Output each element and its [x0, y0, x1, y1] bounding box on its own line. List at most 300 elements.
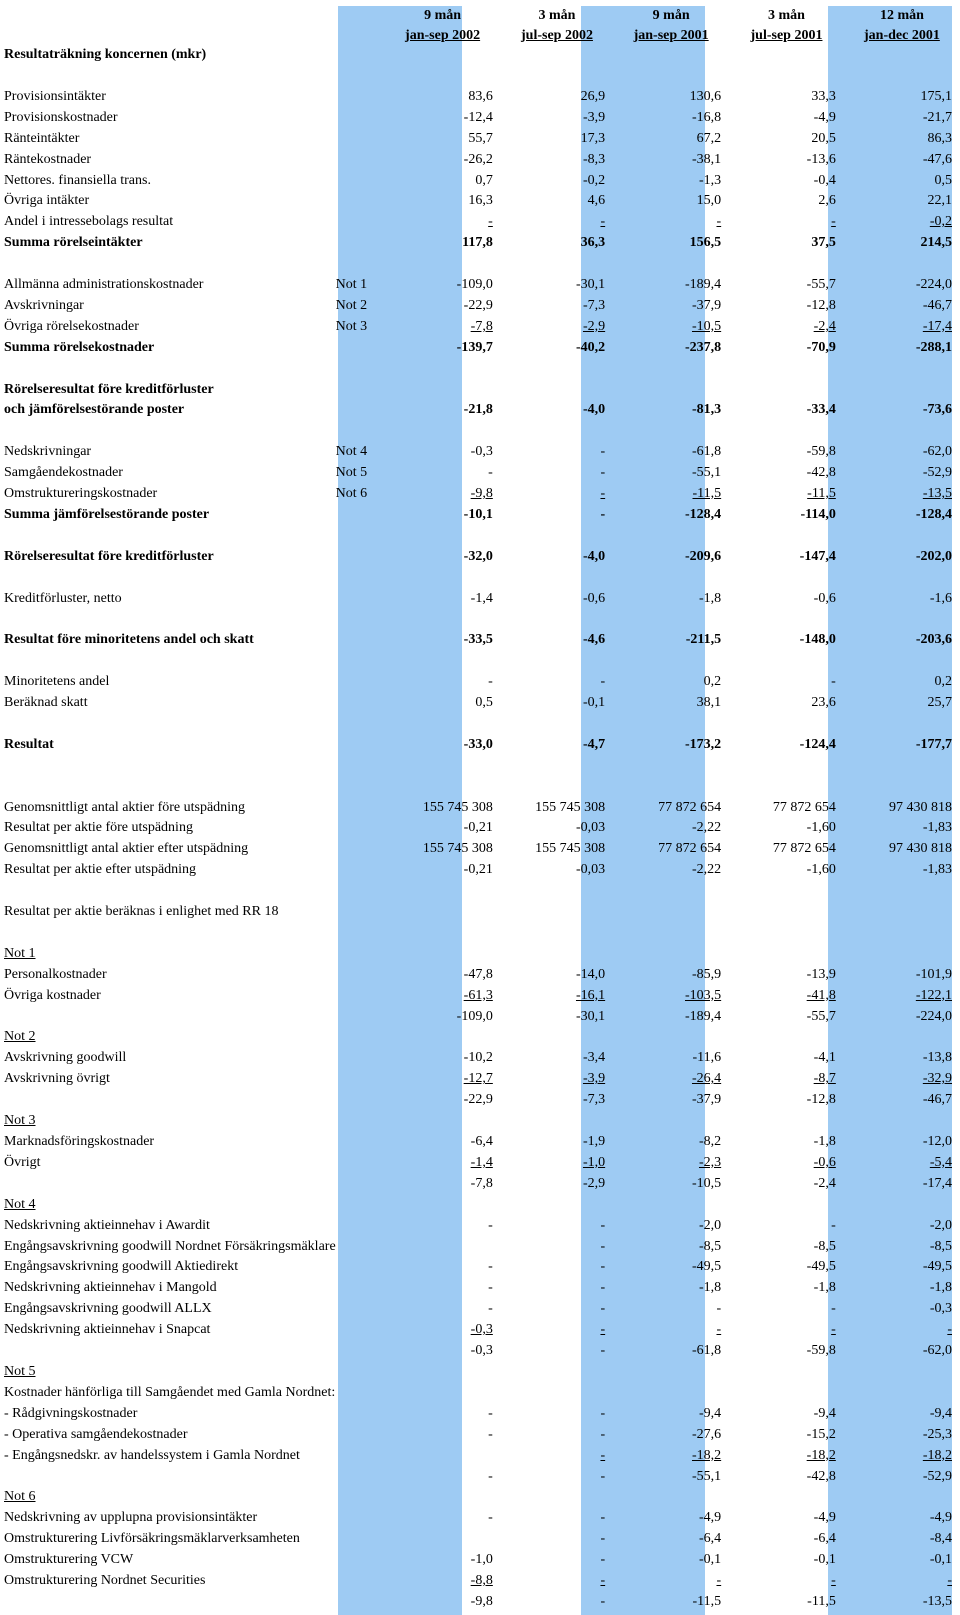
table-row [0, 1299, 960, 1320]
value-cell: -189,4 [684, 1008, 722, 1024]
note-reference [336, 1069, 385, 1090]
row-label [0, 1362, 960, 1383]
value-cell: -33,4 [806, 402, 836, 418]
note-reference [336, 108, 385, 129]
value-cell: -33,5 [463, 632, 493, 648]
table-row [0, 171, 960, 192]
row-label [0, 1257, 336, 1278]
value-cell: -114,0 [800, 506, 836, 522]
value-cell: -0,6 [582, 590, 606, 606]
value-cell: -8,5 [813, 1238, 836, 1254]
row-label-text: Nedskrivning aktieinnehav i Awardit [4, 1217, 210, 1233]
note-reference [336, 1216, 385, 1237]
value-cell: -47,8 [463, 966, 493, 982]
column-header-period: 9 mån [652, 8, 690, 23]
note-reference [336, 1550, 385, 1571]
value-cell: -13,5 [922, 1593, 952, 1609]
value-cell: -27,6 [691, 1426, 722, 1442]
value-cell: 15,0 [696, 193, 722, 209]
value-cell: -2,4 [813, 318, 836, 334]
table-row [0, 1195, 960, 1216]
value-cell: -81,3 [691, 402, 722, 418]
value-cell: -2,3 [698, 1154, 722, 1170]
row-label-text: Övriga kostnader [4, 987, 101, 1003]
table-row [0, 1571, 960, 1592]
value-cell: 25,7 [927, 695, 952, 711]
row-label-text: Avskrivningar [4, 297, 84, 313]
value-cell: - [488, 1217, 493, 1233]
value-cell: -0,3 [470, 1322, 493, 1338]
value-cell: -3,9 [582, 109, 606, 125]
row-label [0, 902, 960, 923]
value-cell: -189,4 [684, 277, 722, 293]
value-cell: - [600, 1510, 606, 1526]
value-cell: -11,5 [807, 486, 836, 502]
row-label [0, 1320, 336, 1341]
value-cell: 55,7 [468, 130, 493, 146]
table-row [0, 380, 960, 401]
row-label [0, 1404, 336, 1425]
value-cell: - [488, 1468, 493, 1484]
row-label-text: Not 1 [4, 945, 36, 961]
value-cell: - [600, 1468, 606, 1484]
value-cell: -37,9 [691, 297, 722, 313]
value-cell: - [600, 1259, 606, 1275]
value-cell: -42,8 [806, 465, 836, 481]
table-row [0, 233, 960, 254]
value-cell: 0,2 [703, 674, 722, 690]
value-cell: -9,8 [470, 486, 493, 502]
row-label [0, 129, 336, 150]
value-cell: - [831, 1322, 836, 1338]
value-cell: 97 430 818 [889, 841, 952, 857]
value-cell: -147,4 [799, 548, 836, 564]
note-reference: Not 6 [335, 486, 368, 502]
value-cell [384, 1529, 501, 1550]
value-cell: -12,4 [463, 109, 493, 125]
value-cell: -1,8 [698, 1280, 722, 1296]
value-cell: -55,7 [806, 1008, 836, 1024]
value-cell: - [488, 1426, 493, 1442]
value-cell: -40,2 [575, 339, 606, 355]
value-cell: - [600, 444, 606, 460]
row-label [0, 1425, 336, 1446]
row-label-text: Ränteintäkter [4, 130, 80, 146]
row-label [0, 505, 336, 526]
row-label [0, 1216, 336, 1237]
value-cell: -49,5 [806, 1259, 836, 1275]
row-label [0, 1111, 960, 1132]
table-row [0, 317, 960, 338]
value-cell: -4,9 [929, 1510, 952, 1526]
column-header-range: jul-sep 2001 [750, 28, 823, 43]
value-cell: - [600, 1447, 606, 1463]
table-row [0, 1153, 960, 1174]
note-reference [336, 129, 385, 150]
value-cell: -0,3 [470, 444, 493, 460]
value-cell: -8,8 [470, 1573, 493, 1589]
spacer-row [0, 609, 960, 630]
value-cell: -11,5 [807, 1593, 836, 1609]
value-cell: -49,5 [691, 1259, 722, 1275]
row-label-text: Nedskrivning aktieinnehav i Snapcat [4, 1322, 211, 1338]
row-label [0, 1069, 336, 1090]
note-reference [336, 1404, 385, 1425]
value-cell: 22,1 [927, 193, 952, 209]
row-label [0, 798, 336, 819]
value-cell: 0,5 [934, 172, 952, 188]
value-cell: - [716, 1301, 722, 1317]
value-cell: -4,0 [582, 402, 606, 418]
value-cell: - [600, 506, 606, 522]
value-cell: -6,4 [698, 1531, 722, 1547]
value-cell: -1,60 [806, 820, 836, 836]
note-reference [336, 1174, 385, 1195]
value-cell: -0,21 [463, 862, 493, 878]
value-cell: -0,3 [470, 1343, 493, 1359]
value-cell: -62,0 [922, 444, 952, 460]
row-label [0, 150, 336, 171]
note-reference [336, 965, 385, 986]
note-reference [336, 1237, 385, 1258]
value-cell: -8,5 [929, 1238, 952, 1254]
row-label-text: Not 2 [4, 1029, 36, 1045]
row-label-text: Resultat per aktie beräknas i enlighet med RR 18 [4, 904, 279, 920]
table-row [0, 1404, 960, 1425]
value-cell: -13,6 [806, 151, 836, 167]
note-reference [336, 1257, 385, 1278]
value-cell: 23,6 [811, 695, 836, 711]
spacer-row [0, 651, 960, 672]
row-label-text: Minoritetens andel [4, 674, 110, 690]
row-label [0, 1550, 336, 1571]
table-row [0, 275, 960, 296]
row-label [0, 1446, 336, 1467]
table-row [0, 944, 960, 965]
value-cell: -0,1 [813, 1552, 836, 1568]
value-cell: 155 745 308 [422, 799, 493, 815]
table-row [0, 839, 960, 860]
row-label-text: Provisionsintäkter [4, 88, 106, 104]
value-cell: 0,7 [475, 172, 493, 188]
value-cell: -103,5 [684, 987, 722, 1003]
row-label [0, 442, 336, 463]
value-cell: -0,6 [813, 590, 836, 606]
row-label [0, 1299, 336, 1320]
row-label-text: Omstruktureringskostnader [4, 486, 158, 502]
value-cell: -4,6 [582, 632, 606, 648]
value-cell: -101,9 [915, 966, 952, 982]
row-label [0, 944, 960, 965]
row-label [0, 275, 336, 296]
note-reference [336, 818, 385, 839]
row-label-text: Omstrukturering Livförsäkringsmäklarverksamheten [4, 1531, 300, 1547]
value-cell: 38,1 [696, 695, 722, 711]
value-cell: -30,1 [575, 277, 606, 293]
table-row [0, 693, 960, 714]
table-row [0, 965, 960, 986]
row-label-text: Kostnader hänförliga till Samgåendet med Gamla Nordnet: [4, 1384, 336, 1400]
row-label-text: Summa rörelseintäkter [4, 235, 143, 251]
header-row-1 [0, 6, 960, 26]
value-cell: -13,9 [806, 966, 836, 982]
value-cell: -12,8 [806, 1092, 836, 1108]
value-cell: -4,9 [698, 1510, 722, 1526]
value-cell: -0,03 [575, 862, 606, 878]
value-cell: -4,0 [582, 548, 606, 564]
value-cell: - [488, 674, 493, 690]
value-cell: 20,5 [811, 130, 836, 146]
row-label [0, 296, 336, 317]
note-reference [336, 150, 385, 171]
value-cell: -2,9 [582, 1175, 606, 1191]
value-cell: -70,9 [806, 339, 836, 355]
row-label [0, 463, 336, 484]
value-cell: -52,9 [922, 465, 952, 481]
table-row [0, 1425, 960, 1446]
value-cell: -7,8 [470, 1175, 493, 1191]
value-cell: -17,4 [922, 1175, 952, 1191]
value-cell: -47,6 [922, 151, 952, 167]
value-cell: - [600, 1322, 606, 1338]
table-row [0, 212, 960, 233]
table-row [0, 1592, 960, 1613]
value-cell: -124,4 [799, 736, 836, 752]
note-reference [336, 171, 385, 192]
table-row [0, 1508, 960, 1529]
row-label-text: Resultat per aktie före utspädning [4, 820, 193, 836]
value-cell: -1,8 [698, 590, 722, 606]
value-cell: -148,0 [799, 632, 836, 648]
note-reference [336, 1592, 385, 1613]
row-label-text: Nettores. finansiella trans. [4, 172, 151, 188]
value-cell: -42,8 [806, 1468, 836, 1484]
note-reference [336, 1571, 385, 1592]
value-cell: 175,1 [920, 88, 952, 104]
value-cell: - [831, 214, 836, 230]
value-cell: -128,4 [684, 506, 722, 522]
value-cell: - [831, 1573, 836, 1589]
spacer-row [0, 881, 960, 902]
row-label [0, 1132, 336, 1153]
value-cell: 67,2 [696, 130, 722, 146]
row-label-text: Samgåendekostnader [4, 465, 123, 481]
value-cell: -37,9 [691, 1092, 722, 1108]
row-label-text: Not 3 [4, 1113, 36, 1129]
note-reference [336, 1007, 385, 1028]
row-label-text: och jämförelsestörande poster [4, 402, 185, 418]
row-label-text: Engångsavskrivning goodwill Aktiedirekt [4, 1259, 239, 1275]
table-row [0, 547, 960, 568]
value-cell: -8,7 [813, 1071, 836, 1087]
value-cell: -4,1 [813, 1050, 836, 1066]
value-cell: - [600, 1552, 606, 1568]
row-label [0, 1383, 960, 1404]
row-label [0, 965, 336, 986]
table-row [0, 400, 960, 421]
value-cell: 214,5 [920, 235, 952, 251]
value-cell: -18,2 [691, 1447, 722, 1463]
value-cell: -0,3 [929, 1301, 952, 1317]
row-label [0, 1529, 336, 1550]
value-cell: -55,1 [691, 465, 722, 481]
statement-title: Resultaträkning koncernen (mkr) [4, 47, 207, 63]
value-cell: 77 872 654 [658, 841, 722, 857]
row-label [0, 630, 336, 651]
row-label [0, 1153, 336, 1174]
row-label [0, 1341, 336, 1362]
value-cell: -8,4 [929, 1531, 952, 1547]
column-header-period: 3 mån [768, 8, 805, 23]
spacer-row [0, 756, 960, 777]
value-cell: -15,2 [806, 1426, 836, 1442]
row-label-text: Avskrivning goodwill [4, 1050, 127, 1066]
note-reference [336, 1048, 385, 1069]
value-cell: -21,7 [922, 109, 952, 125]
table-row [0, 1446, 960, 1467]
value-cell: - [831, 1217, 836, 1233]
value-cell: -10,1 [463, 506, 493, 522]
spacer-row [0, 66, 960, 87]
row-label [0, 1278, 336, 1299]
value-cell: 130,6 [689, 88, 722, 104]
row-label [0, 1048, 336, 1069]
row-label [0, 212, 336, 233]
value-cell: -61,8 [691, 1343, 722, 1359]
value-cell: -9,8 [470, 1593, 493, 1609]
value-cell: -10,5 [691, 318, 722, 334]
note-reference [336, 233, 385, 254]
value-cell: -55,1 [691, 1468, 722, 1484]
income-statement-table [0, 6, 960, 1613]
table-row [0, 1550, 960, 1571]
row-label-text: Not 5 [4, 1363, 36, 1379]
row-label-text: Engångsavskrivning goodwill ALLX [4, 1301, 212, 1317]
table-row [0, 338, 960, 359]
row-label-text: Genomsnittligt antal aktier före utspädning [4, 799, 246, 815]
value-cell: - [600, 1238, 606, 1254]
row-label-text: Andel i intressebolags resultat [4, 214, 174, 230]
column-header-range: jan-dec 2001 [864, 28, 940, 43]
value-cell: -59,8 [806, 1343, 836, 1359]
value-cell: 97 430 818 [889, 799, 952, 815]
value-cell: - [716, 1322, 722, 1338]
value-cell: - [488, 465, 493, 481]
row-label [0, 672, 336, 693]
row-label [0, 338, 336, 359]
value-cell: - [831, 1301, 836, 1317]
value-cell: -1,4 [470, 1154, 493, 1170]
value-cell: -85,9 [691, 966, 722, 982]
note-reference [336, 87, 385, 108]
table-row [0, 1320, 960, 1341]
value-cell: -288,1 [915, 339, 952, 355]
value-cell: 0,2 [934, 674, 952, 690]
value-cell: -2,0 [929, 1217, 952, 1233]
value-cell: -73,6 [922, 402, 952, 418]
value-cell: -209,6 [684, 548, 722, 564]
spacer-row [0, 421, 960, 442]
value-cell: 86,3 [927, 130, 952, 146]
value-cell: -21,8 [463, 402, 493, 418]
table-row [0, 296, 960, 317]
value-cell: 77 872 654 [658, 799, 722, 815]
value-cell: -8,5 [698, 1238, 722, 1254]
note-reference: Not 5 [335, 465, 368, 481]
value-cell: 33,3 [811, 88, 836, 104]
column-header-range: jan-sep 2002 [405, 28, 481, 43]
row-label-text: Nedskrivning aktieinnehav i Mangold [4, 1280, 217, 1296]
row-label-text: Personalkostnader [4, 966, 107, 982]
value-cell: -52,9 [922, 1468, 952, 1484]
value-cell: 37,5 [811, 235, 836, 251]
row-label-text: Omstrukturering VCW [4, 1552, 134, 1568]
note-reference [336, 1090, 385, 1111]
value-cell: -1,83 [922, 820, 952, 836]
row-label [0, 233, 336, 254]
value-cell: -1,8 [813, 1280, 836, 1296]
value-cell: -22,9 [463, 1092, 493, 1108]
value-cell: -8,3 [582, 151, 606, 167]
value-cell: - [600, 1217, 606, 1233]
value-cell: -237,8 [684, 339, 722, 355]
note-reference [336, 1153, 385, 1174]
row-label [0, 1174, 336, 1195]
table-row [0, 860, 960, 881]
value-cell: -32,9 [922, 1071, 952, 1087]
spacer-row [0, 777, 960, 798]
value-cell: - [600, 214, 606, 230]
value-cell: -0,4 [813, 172, 836, 188]
value-cell: - [831, 674, 836, 690]
value-cell: -1,8 [929, 1280, 952, 1296]
row-label-text: Avskrivning övrigt [4, 1071, 110, 1087]
value-cell: - [600, 674, 606, 690]
table-row [0, 1257, 960, 1278]
value-cell: -173,2 [684, 736, 722, 752]
note-reference [336, 839, 385, 860]
row-label [0, 108, 336, 129]
table-row [0, 1174, 960, 1195]
row-label-text: - Engångsnedskr. av handelssystem i Gamla Nordnet [4, 1447, 300, 1463]
spacer-row [0, 359, 960, 380]
value-cell: 83,6 [468, 88, 493, 104]
row-label-text: Övrigt [4, 1154, 41, 1170]
note-reference [336, 1320, 385, 1341]
value-cell: - [600, 1280, 606, 1296]
table-row [0, 484, 960, 505]
value-cell: -1,4 [470, 590, 493, 606]
value-cell: -32,0 [463, 548, 493, 564]
value-cell: -202,0 [915, 548, 952, 564]
value-cell: -4,7 [582, 736, 606, 752]
row-label [0, 1592, 336, 1613]
value-cell: -139,7 [456, 339, 493, 355]
row-label-text: Beräknad skatt [4, 695, 88, 711]
value-cell: - [716, 1573, 722, 1589]
column-header-period: 9 mån [424, 8, 462, 23]
value-cell: -2,9 [582, 318, 606, 334]
table-row [0, 1362, 960, 1383]
value-cell: -177,7 [915, 736, 952, 752]
value-cell: -9,4 [698, 1405, 722, 1421]
row-label [0, 986, 336, 1007]
value-cell: - [600, 1426, 606, 1442]
value-cell: -11,6 [692, 1050, 722, 1066]
spacer-row [0, 923, 960, 944]
value-cell: -6,4 [813, 1531, 836, 1547]
value-cell: -203,6 [915, 632, 952, 648]
